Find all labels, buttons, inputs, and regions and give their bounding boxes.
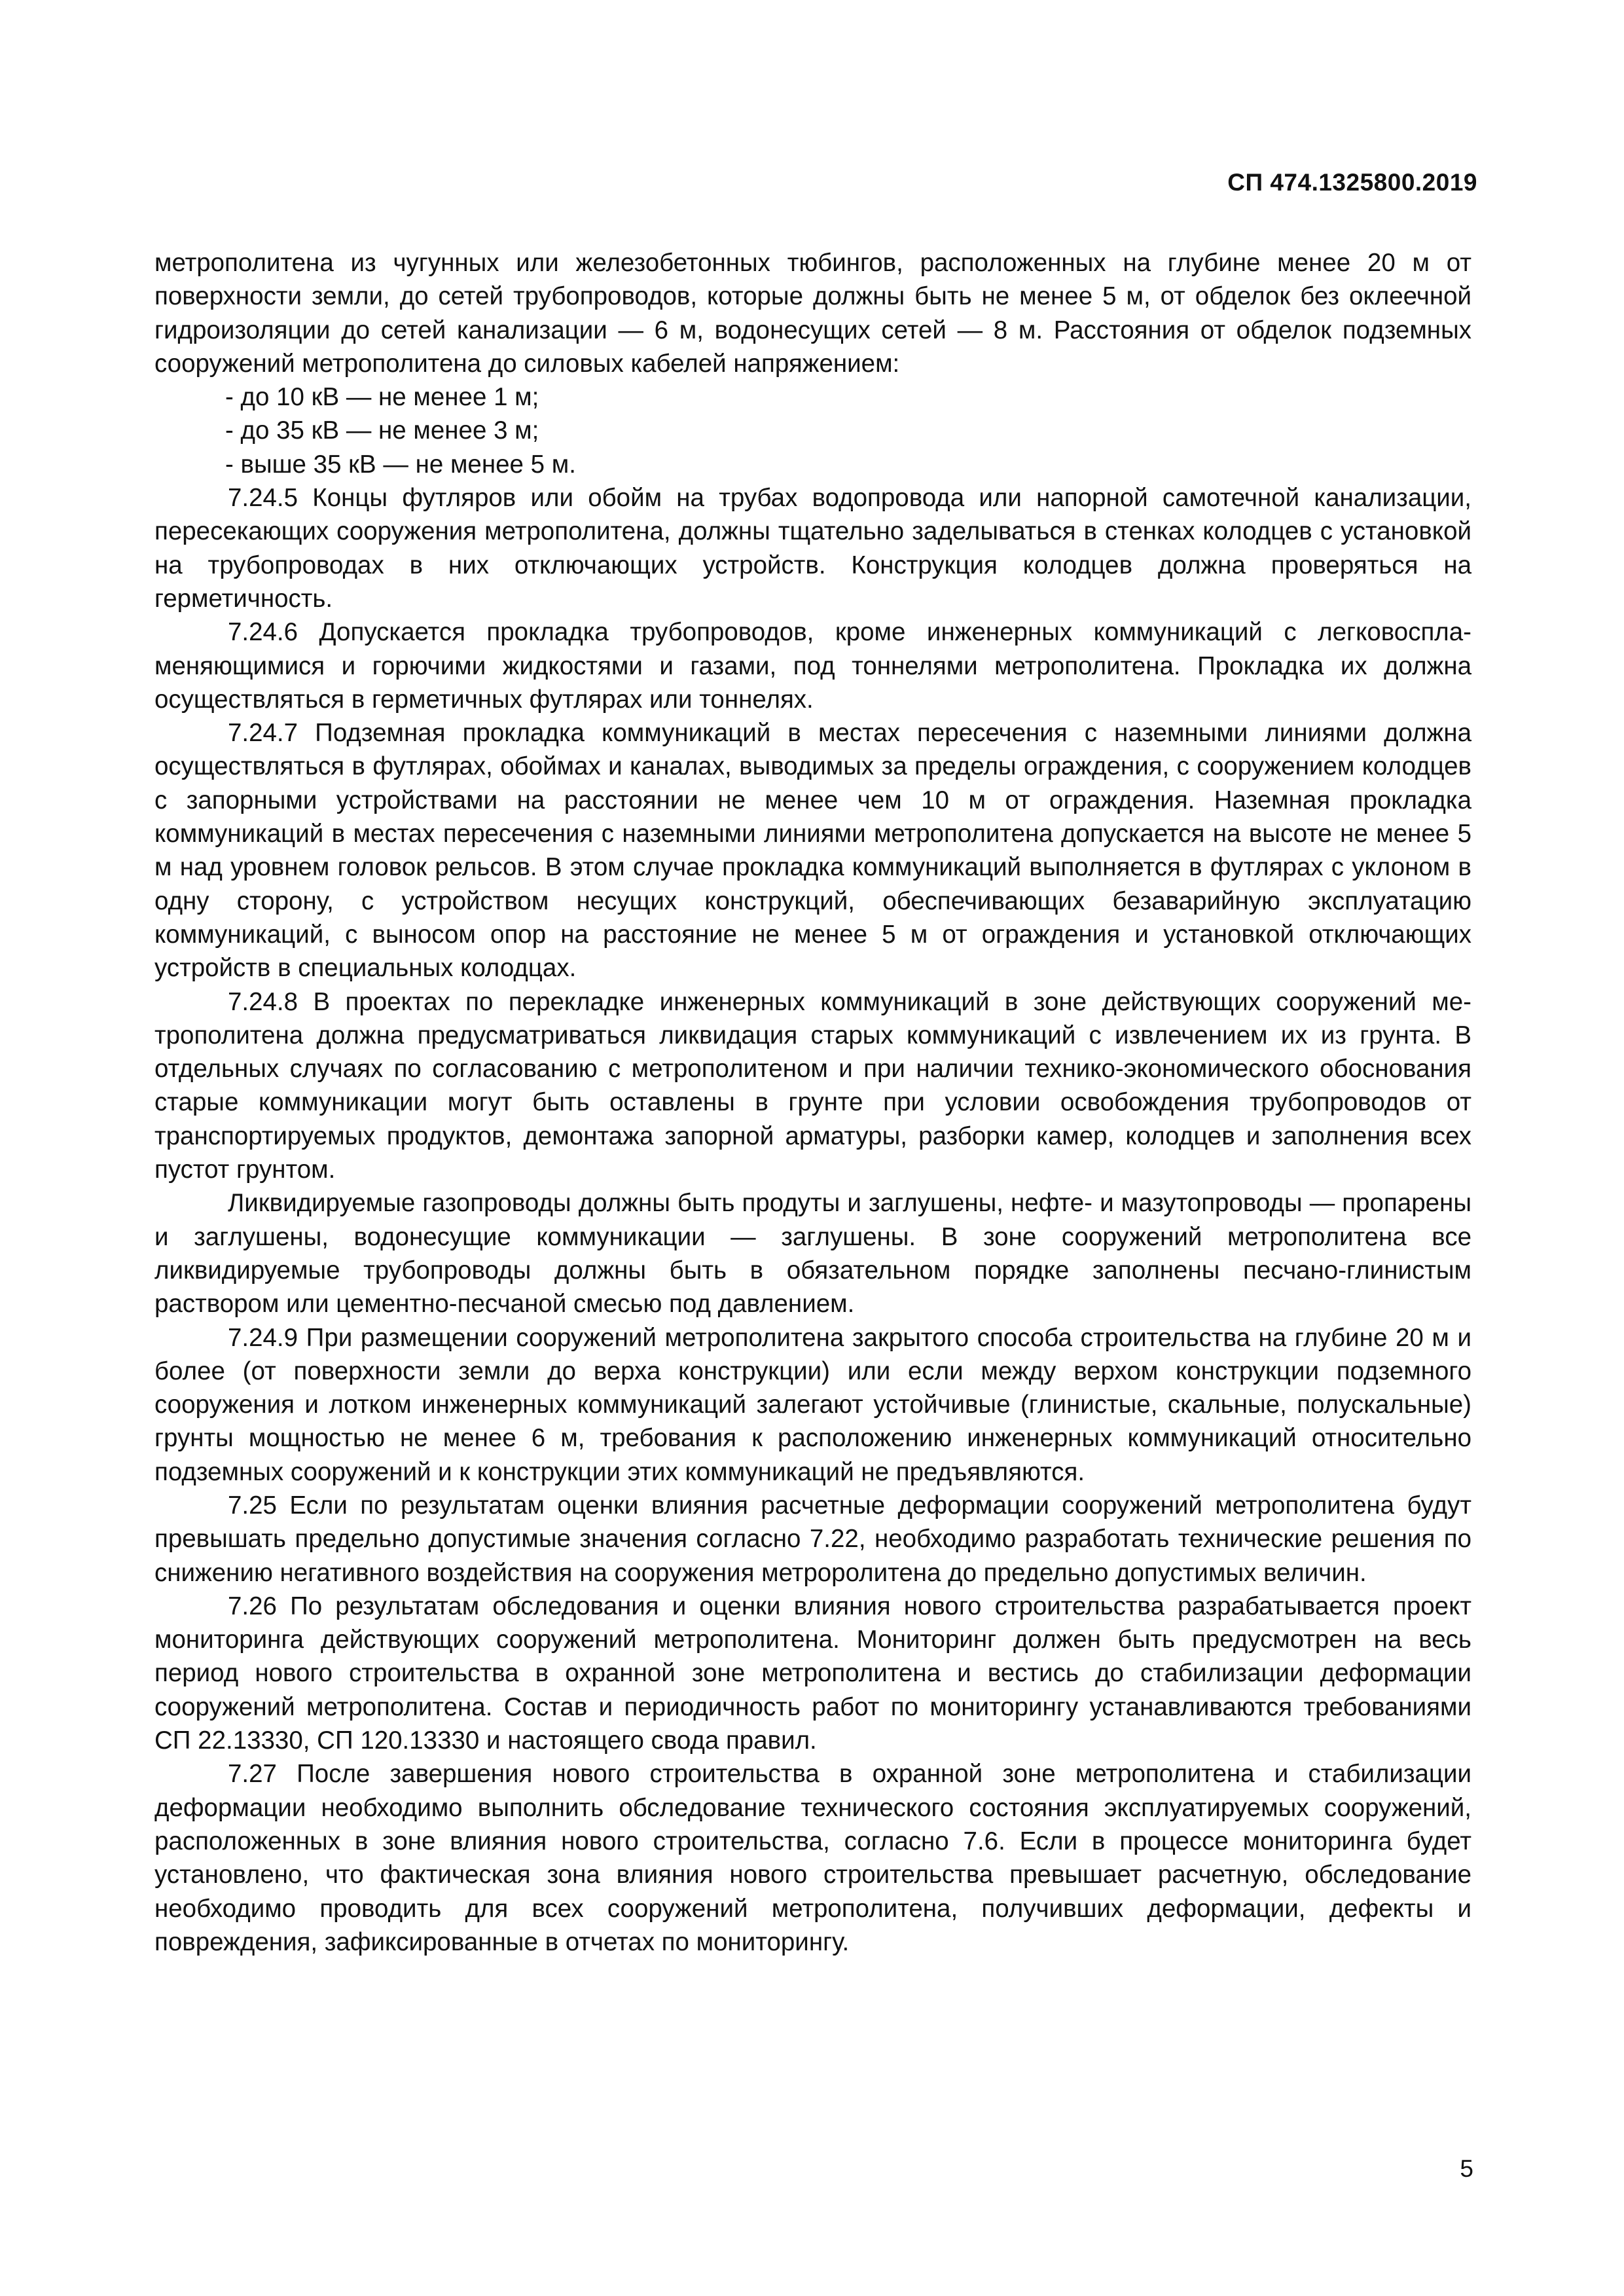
list-item: - до 10 кВ — не менее 1 м; [154,380,1471,414]
paragraph-7-26: 7.26 По результатам обследования и оценки влияния нового строительства разрабатывается проект мониторинга действующих сооружений метрополитена. Мониторинг должен быть предусмотрен на весь период нового строительства в охранной зоне метрополитена и вестись до стабилизации деформации сооружений метрополитена. Состав и периодичность работ по мониторингу устанавливаются требованиями СП 22.13330, СП 120.13330 и настоящего свода правил. [154,1592,1471,1755]
paragraph-7-25: 7.25 Если по результатам оценки влияния расчетные деформации сооружений метрополитена будут превышать предельно допустимые значения согласно 7.22, необходимо разработать технические решения по снижению негативного воздействия на сооружения метроролитена до предельно допустимых величин. [154,1491,1471,1587]
paragraph-7-24-7: 7.24.7 Подземная прокладка коммуникаций в местах пересечения с наземными линиями должна осуществляться в футлярах, обоймах и каналах, выводимых за пределы ограждения, с сооружением колодцев с запорными устройствами на расстоянии не менее чем 10 м от ограждения. Наземная прокладка коммуникаций в местах пересечения с наземными линиями метрополитена допускается на высоте не менее 5 м над уровнем головок рельсов. В этом случае прокладка коммуникаций выполняется в футлярах с уклоном в одну сторону, с устройством несущих конструкций, обеспечивающих безаварийную эксплуатацию коммуникаций, с выносом опор на расстояние не менее 5 м от ограждения и установкой отключающих устройств в специальных колодцах. [154,719,1471,983]
paragraph-7-24-5: 7.24.5 Концы футляров или обойм на трубах водопровода или напорной самотечной канализации, пересекающих сооружения метрополитена, должны тщательно заделываться в стенках колодцев с установкой на трубопроводах в них отключающих устройств. Конструкция колодцев должна проверяться на герметичность. [154,484,1471,613]
paragraph-7-27: 7.27 После завершения нового строительства в охранной зоне метрополитена и стабилизации деформации необходимо выполнить обследование технического состояния эксплуатируемых сооружений, расположенных в зоне влияния нового строительства, согласно 7.6. Если в процессе мониторинга будет установлено, что фактическая зона влияния нового строительства превышает расчетную, обследование необходимо проводить для всех сооружений метрополитена, получивших деформации, дефекты и повреждения, зафиксированные в отчетах по мониторингу. [154,1760,1471,1956]
paragraph-liquidated-pipelines: Ликвидируемые газопроводы должны быть продуты и заглушены, нефте- и мазутопроводы — пропарены и заглушены, водонесущие коммуникации — заглушены. В зоне сооружений метрополитена все ликвидируемые трубопроводы должны быть в обязательном порядке заполнены песчано-глинистым раствором или цементно-песчаной смесью под давлением. [154,1189,1471,1319]
paragraph-7-24-6: 7.24.6 Допускается прокладка трубопроводов, кроме инженерных коммуникаций с легковоспламеняющимися и горючими жидкостями и газами, под тоннелями метрополитена. Прокладка их должна осуществляться в герметичных футлярах или тоннелях. [154,618,1471,714]
paragraph-7-24-9: 7.24.9 При размещении сооружений метрополитена закрытого способа строительства на глубине 20 м и более (от поверхности земли до верха конструкции) или если между верхом конструкции подземного сооружения и лотком инженерных коммуникаций залегают устойчивые (глинистые, скальные, полускальные) грунты мощностью не менее 6 м, требования к расположению инженерных коммуникаций относительно подземных сооружений и к конструкции этих коммуникаций не предъявляются. [154,1323,1471,1486]
document-body [154,246,1471,1959]
document-code-header: СП 474.1325800.2019 [1227,169,1477,196]
paragraph-7-24-8: 7.24.8 В проектах по перекладке инженерных коммуникаций в зоне действующих сооружений метрополитена должна предусматриваться ликвидация старых коммуникаций с извлечением их из грунта. В отдельных случаях по согласованию с метрополитеном и при наличии технико-экономического обоснования старые коммуникации могут быть оставлены в грунте при условии освобождения трубопроводов от транспортируемых продуктов, демонтажа запорной арматуры, разборки камер, колодцев и заполнения всех пустот грунтом. [154,987,1471,1184]
list-item: - выше 35 кВ — не менее 5 м. [154,448,1471,481]
list-item: - до 35 кВ — не менее 3 м; [154,414,1471,447]
paragraph-intro: метрополитена из чугунных или железобетонных тюбингов, расположенных на глубине менее 20 м от поверхности земли, до сетей трубопроводов, которые должны быть не менее 5 м, от обделок без оклеечной гидроизоляции до сетей канализации — 6 м, водонесущих сетей — 8 м. Расстояния от обделок подземных сооружений метрополитена до силовых кабелей напряжением: [154,249,1471,378]
voltage-distance-list [154,380,1471,481]
page-number: 5 [1460,2155,1473,2182]
